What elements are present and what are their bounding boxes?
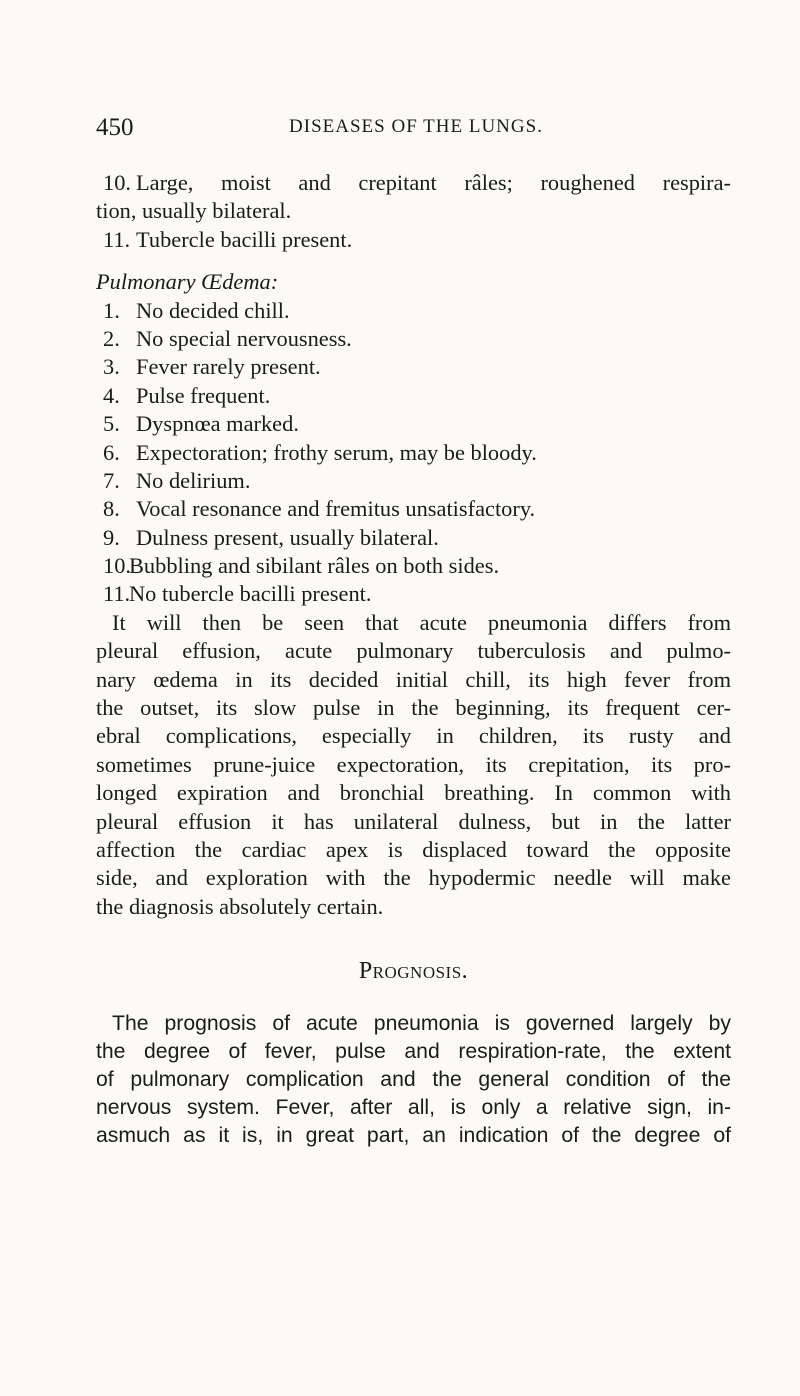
list-number: 10. <box>103 553 131 579</box>
list-text: Tubercle bacilli present. <box>136 226 353 252</box>
list-item <box>96 439 731 467</box>
list-item <box>96 410 731 438</box>
list-text: No delirium. <box>136 467 251 493</box>
paragraph-line: ebral complications, especially in children, its rusty and <box>96 723 731 749</box>
list-number: 6. <box>103 439 120 465</box>
list-number: 5. <box>103 411 120 437</box>
paragraph-line: pleural effusion it has unilateral dulness, but in the latter <box>96 808 731 834</box>
paragraph-differential <box>96 609 731 921</box>
list-text: No tubercle bacilli present. <box>129 581 372 607</box>
paragraph-line: affection the cardiac apex is displaced toward the opposite <box>96 836 731 862</box>
list-text: No special nervousness. <box>136 325 352 351</box>
paragraph-line: It will then be seen that acute pneumonia differs from <box>112 609 731 635</box>
list-number: 7. <box>103 467 120 493</box>
paragraph-line: pleural effusion, acute pulmonary tuberculosis and pulmo- <box>96 638 731 664</box>
list-text: Dyspnœa marked. <box>136 411 299 437</box>
paragraph-line: nary œdema in its decided initial chill, its high fever from <box>96 666 731 692</box>
list-item <box>96 580 731 608</box>
paragraph-line: the outset, its slow pulse in the beginning, its frequent cer- <box>96 695 731 721</box>
list-item <box>96 169 731 226</box>
running-head <box>96 114 736 142</box>
list-number: 9. <box>103 524 120 550</box>
paragraph-line: The prognosis of acute pneumonia is governed largely by <box>112 1011 731 1035</box>
list-text: Large, moist and crepitant râles; roughened respira- <box>136 170 731 195</box>
list-number: 11. <box>103 226 131 252</box>
list-item <box>96 325 731 353</box>
list-line-continuation: tion, usually bilateral. <box>96 198 292 224</box>
list-number: 4. <box>103 382 120 408</box>
list-text: Pulse frequent. <box>136 382 271 408</box>
list-text: Vocal resonance and fremitus unsatisfactory. <box>136 496 536 522</box>
list-text: Bubbling and sibilant râles on both sides. <box>129 553 500 579</box>
list-number: 1. <box>103 297 120 323</box>
list-item <box>96 495 731 523</box>
list-item <box>96 353 731 381</box>
paragraph-line: of pulmonary complication and the general condition of the <box>96 1067 731 1091</box>
section-heading-oedema: Pulmonary Œdema: <box>96 269 279 295</box>
paragraph-line: the diagnosis absolutely certain. <box>96 893 384 919</box>
list-number: 8. <box>103 496 120 522</box>
page-number: 450 <box>96 114 134 141</box>
list-text: Fever rarely present. <box>136 354 321 380</box>
paragraph-line: the degree of fever, pulse and respiration-rate, the extent <box>96 1039 731 1063</box>
list-number: 3. <box>103 354 120 380</box>
paragraph-line: nervous system. Fever, after all, is only a relative sign, in- <box>96 1096 731 1120</box>
paragraph-line: longed expiration and bronchial breathing. In common with <box>96 780 731 806</box>
list-number: 10. <box>103 170 131 195</box>
list-text: Dulness present, usually bilateral. <box>136 524 439 550</box>
body-text <box>96 169 731 1151</box>
paragraph-prognosis <box>96 1010 731 1151</box>
list-item <box>96 552 731 580</box>
list-item <box>96 524 731 552</box>
list-item <box>96 382 731 410</box>
list-number: 2. <box>103 325 120 351</box>
list-item <box>96 467 731 495</box>
running-title: DISEASES OF THE LUNGS. <box>289 116 543 137</box>
paragraph-line: sometimes prune-juice expectoration, its crepitation, its pro- <box>96 751 731 777</box>
list-text: Expectoration; frothy serum, may be bloody. <box>136 439 537 465</box>
list-text: No decided chill. <box>136 297 290 323</box>
paragraph-line: side, and exploration with the hypodermic needle will make <box>96 865 731 891</box>
list-item <box>96 226 731 254</box>
paragraph-line: asmuch as it is, in great part, an indication of the degree of <box>96 1124 731 1148</box>
section-title-prognosis: Prognosis. <box>358 958 469 985</box>
list-item <box>96 297 731 325</box>
list-line <box>96 169 731 197</box>
list-number: 11. <box>103 581 131 607</box>
